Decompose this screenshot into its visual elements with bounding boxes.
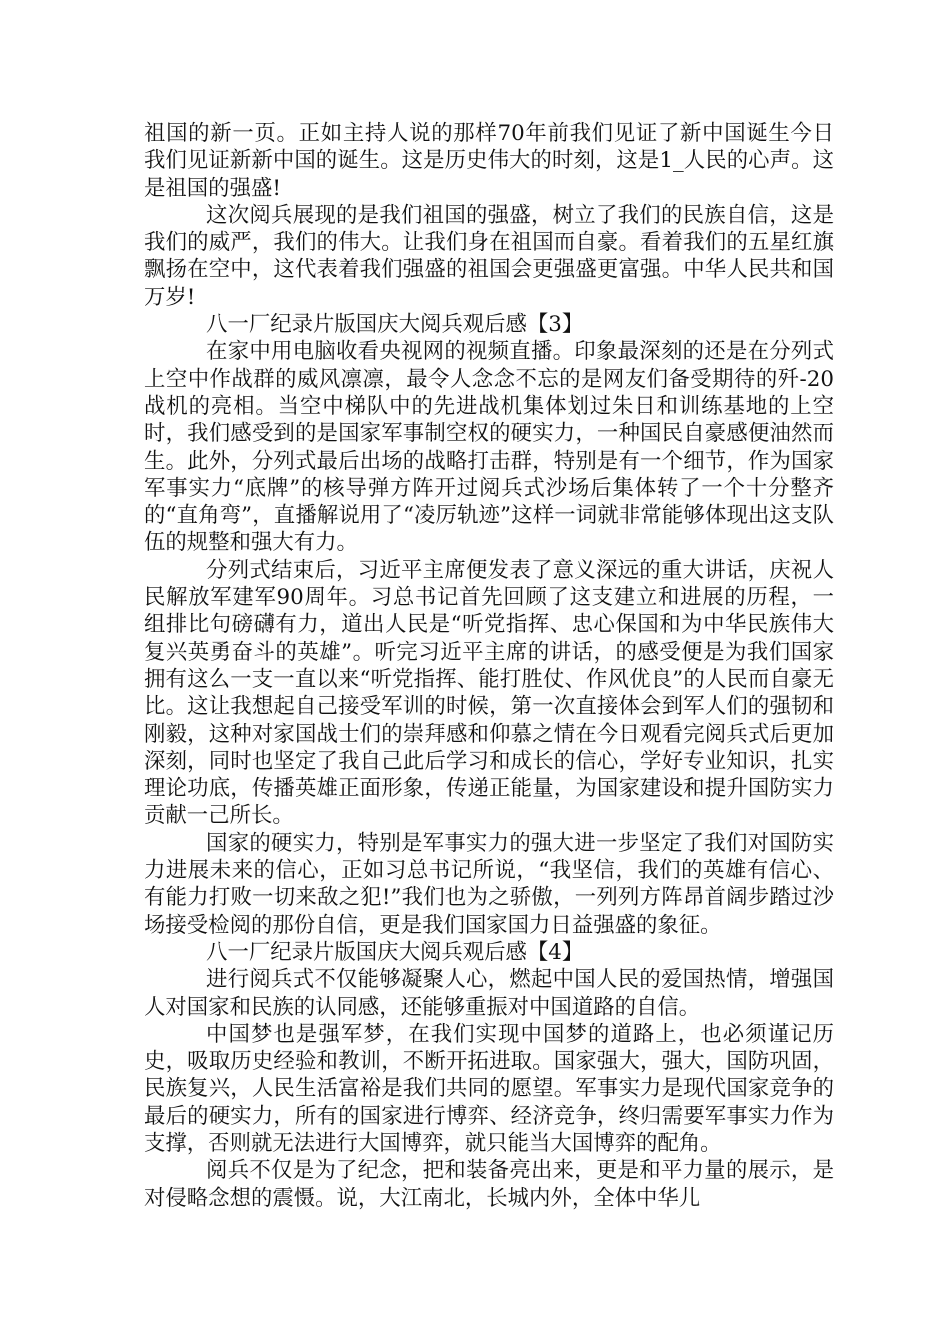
paragraph: 国家的硬实力，特别是军事实力的强大进一步坚定了我们对国防实力进展未来的信心，正如习总书记所说，“我坚信，我们的英雄有信心、有能力打败一切来敌之犯!”我们也为之骄傲，一列列方阵昂首阔步踏过沙场接受检阅的那份自信，更是我们国家国力日益强盛的象征。 [144, 830, 834, 938]
paragraph: 阅兵不仅是为了纪念，把和装备亮出来，更是和平力量的展示，是对侵略念想的震慑。说，大江南北，长城内外，全体中华儿 [144, 1158, 834, 1211]
paragraph: 中国梦也是强军梦，在我们实现中国梦的道路上，也必须谨记历史，吸取历史经验和教训，不断开拓进取。国家强大，强大，国防巩固，民族复兴，人民生活富裕是我们共同的愿望。军事实力是现代国家竞争的最后的硬实力，所有的国家进行博弈、经济竞争，终归需要军事实力作为支撑，否则就无法进行大国博弈，就只能当大国博弈的配角。 [144, 1021, 834, 1156]
paragraph: 在家中用电脑收看央视网的视频直播。印象最深刻的还是在分列式上空中作战群的威风凛凛，最令人念念不忘的是网友们备受期待的歼-20战机的亮相。当空中梯队中的先进战机集体划过朱日和训练基地的上空时，我们感受到的是国家军事制空权的硬实力，一种国民自豪感便油然而生。此外，分列式最后出场的战略打击群，特别是有一个细节，作为国家军事实力“底牌”的核导弹方阵开过阅兵式沙场后集体转了一个十分整齐的“直角弯”，直播解说用了“凌厉轨迹”这样一词就非常能够体现出这支队伍的规整和强大有力。 [144, 339, 834, 556]
document-body [144, 120, 834, 1212]
section-heading: 八一厂纪录片版国庆大阅兵观后感【3】 [206, 312, 584, 338]
paragraph: 祖国的新一页。正如主持人说的那样70年前我们见证了新中国诞生今日我们见证新新中国的诞生。这是历史伟大的时刻，这是1_人民的心声。这是祖国的强盛! [144, 121, 834, 201]
paragraph: 进行阅兵式不仅能够凝聚人心，燃起中国人民的爱国热情，增强国人对国家和民族的认同感，还能够重振对中国道路的自信。 [144, 967, 834, 1020]
paragraph: 分列式结束后，习近平主席便发表了意义深远的重大讲话，庆祝人民解放军建军90周年。习总书记首先回顾了这支建立和进展的历程，一组排比句磅礴有力，道出人民是“听党指挥、忠心保国和为中华民族伟大复兴英勇奋斗的英雄”。听完习近平主席的讲话，的感受便是为我们国家拥有这么一支一直以来“听党指挥、能打胜仗、作风优良”的人民而自豪无比。这让我想起自己接受军训的时候，第一次直接体会到军人们的强韧和刚毅，这种对家国战士们的崇拜感和仰慕之情在今日观看完阅兵式后更加深刻，同时也坚定了我自己此后学习和成长的信心，学好专业知识，扎实理论功底，传播英雄正面形象，传递正能量，为国家建设和提升国防实力贡献一己所长。 [144, 557, 834, 829]
paragraph: 这次阅兵展现的是我们祖国的强盛，树立了我们的民族自信，这是我们的威严，我们的伟大。让我们身在祖国而自豪。看着我们的五星红旗飘扬在空中，这代表着我们强盛的祖国会更强盛更富强。中华人民共和国万岁! [144, 202, 834, 310]
section-heading: 八一厂纪录片版国庆大阅兵观后感【4】 [206, 939, 584, 965]
